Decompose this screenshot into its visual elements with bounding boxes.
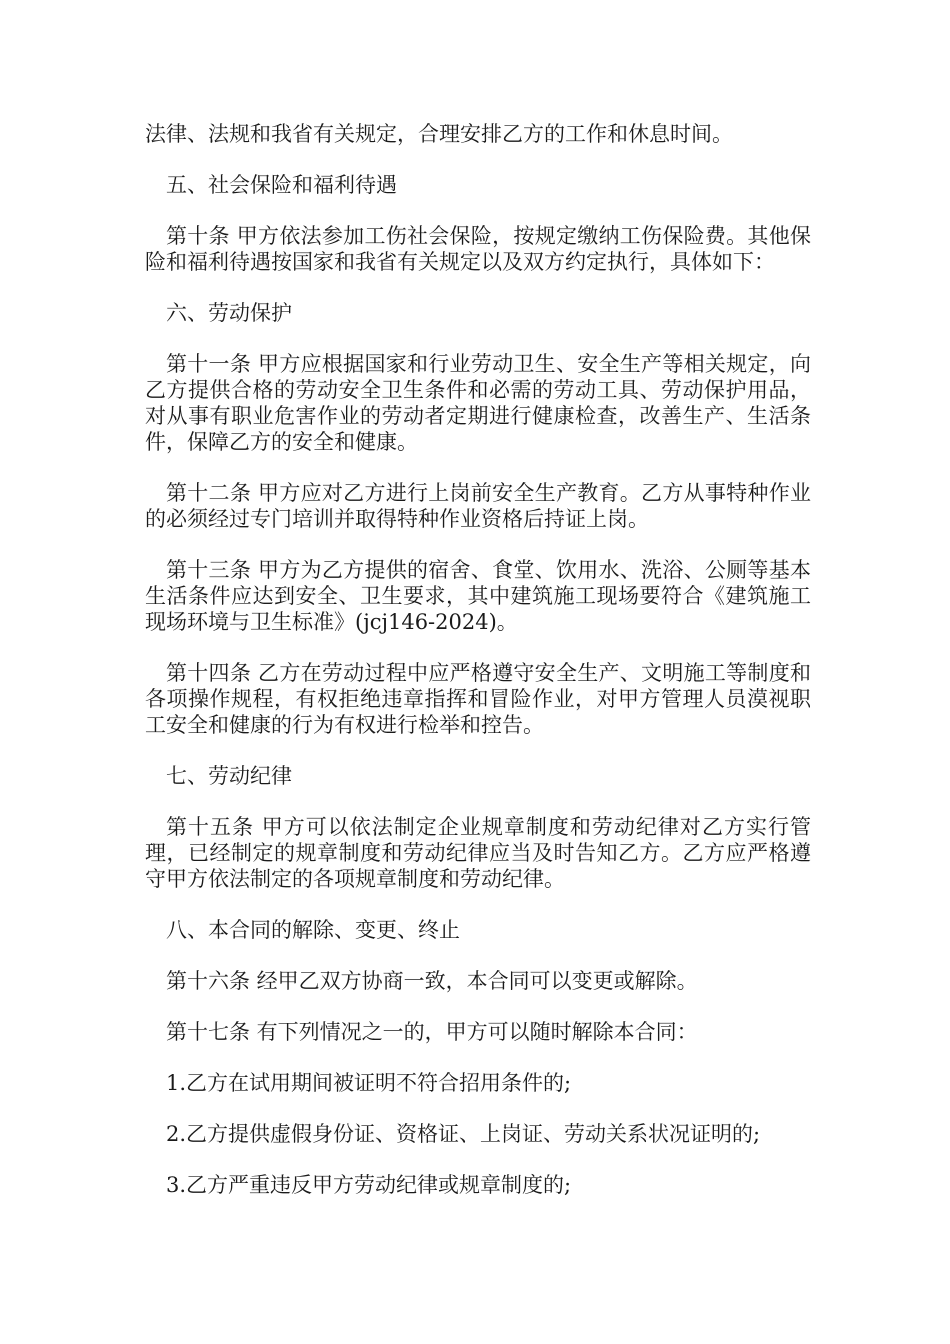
clause-16: 第十六条 经甲乙双方协商一致，本合同可以变更或解除。 (166, 969, 698, 993)
section-heading-7: 七、劳动纪律 (166, 764, 292, 788)
list-item-1: 1.乙方在试用期间被证明不符合招用条件的; (166, 1071, 572, 1095)
section-heading-6: 六、劳动保护 (166, 301, 292, 325)
clause-11: 第十一条 甲方应根据国家和行业劳动卫生、安全生产等相关规定，向乙方提供合格的劳动安全卫生条件和必需的劳动工具、劳动保护用品，对从事有职业危害作业的劳动者定期进行健康检查，改善生产、生活条件，保障乙方的安全和健康。 (145, 352, 811, 454)
clause-10: 第十条 甲方依法参加工伤社会保险，按规定缴纳工伤保险费。其他保险和福利待遇按国家和我省有关规定以及双方约定执行，具体如下： (145, 224, 811, 274)
section-heading-5: 五、社会保险和福利待遇 (166, 173, 397, 197)
list-item-3: 3.乙方严重违反甲方劳动纪律或规章制度的; (166, 1173, 572, 1197)
clause-15: 第十五条 甲方可以依法制定企业规章制度和劳动纪律对乙方实行管理，已经制定的规章制度和劳动纪律应当及时告知乙方。乙方应严格遵守甲方依法制定的各项规章制度和劳动纪律。 (145, 815, 811, 891)
clause-17: 第十七条 有下列情况之一的，甲方可以随时解除本合同： (166, 1020, 698, 1044)
clause-12: 第十二条 甲方应对乙方进行上岗前安全生产教育。乙方从事特种作业的必须经过专门培训并取得特种作业资格后持证上岗。 (145, 481, 811, 531)
continuation-paragraph: 法律、法规和我省有关规定，合理安排乙方的工作和休息时间。 (145, 122, 733, 146)
clause-14: 第十四条 乙方在劳动过程中应严格遵守安全生产、文明施工等制度和各项操作规程，有权拒绝违章指挥和冒险作业，对甲方管理人员漠视职工安全和健康的行为有权进行检举和控告。 (145, 661, 811, 737)
document-body (145, 121, 811, 1223)
section-heading-8: 八、本合同的解除、变更、终止 (166, 918, 460, 942)
list-item-2: 2.乙方提供虚假身份证、资格证、上岗证、劳动关系状况证明的; (166, 1122, 761, 1146)
clause-13: 第十三条 甲方为乙方提供的宿舍、食堂、饮用水、洗浴、公厕等基本生活条件应达到安全、卫生要求，其中建筑施工现场要符合《建筑施工现场环境与卫生标准》(jcj146-2024)。 (145, 558, 811, 634)
